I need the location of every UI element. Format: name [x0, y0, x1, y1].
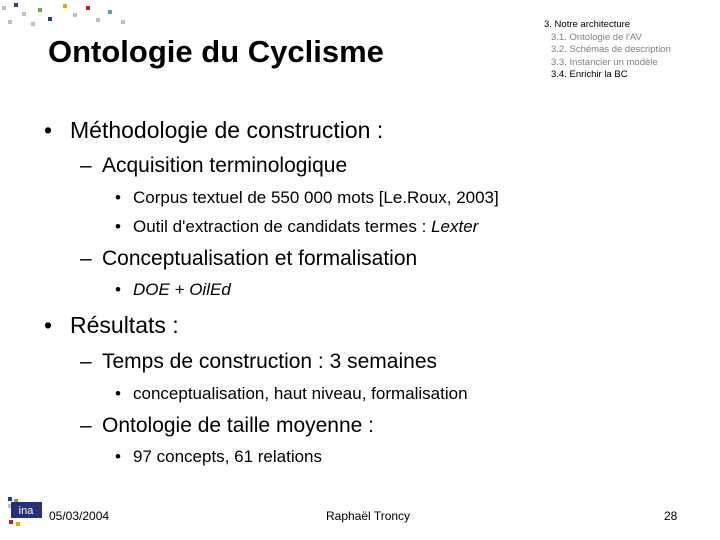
- logo-text: ina: [18, 505, 34, 517]
- confetti-square: [2, 6, 6, 10]
- sub-bullet-conceptualisation: [80, 247, 417, 271]
- outline-item: 3.2. Schémas de description: [551, 44, 671, 56]
- confetti-square: [73, 13, 77, 17]
- tool-name: Lexter: [431, 217, 479, 236]
- slide-title: Ontologie du Cyclisme: [48, 34, 384, 69]
- sub-bullet-text: Conceptualisation et formalisation: [102, 247, 418, 270]
- bullet-marker: •: [44, 117, 53, 143]
- page-number: 28: [664, 509, 678, 523]
- bullet-methodology: [44, 117, 383, 144]
- bullet-text: Résultats :: [70, 312, 179, 338]
- item-tools: [115, 280, 231, 300]
- item-extraction-tool: [115, 217, 478, 237]
- confetti-square: [14, 3, 18, 7]
- sub-bullet-text: Ontologie de taille moyenne :: [102, 414, 375, 437]
- confetti-square: [63, 4, 67, 8]
- item-text: 97 concepts, 61 relations: [133, 447, 323, 466]
- section-outline: [544, 19, 671, 82]
- confetti-square: [108, 10, 112, 14]
- confetti-square: [86, 6, 90, 10]
- sub-bullet-acquisition: [80, 154, 347, 178]
- footer-author: Raphaël Troncy: [326, 509, 411, 523]
- bullet-text: Méthodologie de construction :: [70, 117, 384, 143]
- confetti-square: [121, 20, 125, 24]
- item-corpus: [115, 188, 499, 208]
- bullet-marker: •: [115, 384, 121, 403]
- item-text: Corpus textuel de 550 000 mots [Le.Roux, 2003]: [133, 188, 499, 207]
- confetti-square: [96, 18, 100, 22]
- outline-heading: 3. Notre architecture: [544, 19, 631, 30]
- sub-bullet-text: Temps de construction : 3 semaines: [102, 350, 437, 373]
- item-phases: [115, 384, 468, 404]
- item-counts: [115, 447, 322, 467]
- bullet-marker: •: [44, 312, 53, 338]
- footer-date: 05/03/2004: [49, 509, 110, 523]
- bullet-results: [44, 312, 179, 339]
- outline-item-current: 3.4. Enrichir la BC: [551, 69, 628, 81]
- item-text: Outil d'extraction de candidats termes :: [133, 217, 432, 236]
- confetti-square: [8, 20, 12, 24]
- confetti-square: [48, 17, 52, 21]
- bullet-marker: •: [115, 280, 121, 299]
- sub-bullet-build-time: [80, 350, 437, 374]
- dash-marker: –: [80, 154, 92, 177]
- item-text: conceptualisation, haut niveau, formalisation: [133, 384, 468, 403]
- sub-bullet-ontology-size: [80, 414, 374, 438]
- confetti-square: [38, 8, 42, 12]
- confetti-square: [22, 12, 26, 16]
- dash-marker: –: [80, 350, 92, 373]
- outline-item: 3.3. Instancier un modèle: [551, 56, 658, 68]
- ina-logo: [8, 497, 42, 527]
- sub-bullet-text: Acquisition terminologique: [102, 154, 348, 177]
- bullet-marker: •: [115, 217, 121, 236]
- bullet-marker: •: [115, 188, 121, 207]
- dash-marker: –: [80, 247, 92, 270]
- item-text: DOE + OilEd: [133, 280, 231, 299]
- outline-item: 3.1. Ontologie de l'AV: [551, 31, 642, 43]
- bullet-marker: •: [115, 447, 121, 466]
- dash-marker: –: [80, 414, 92, 437]
- confetti-square: [31, 22, 35, 26]
